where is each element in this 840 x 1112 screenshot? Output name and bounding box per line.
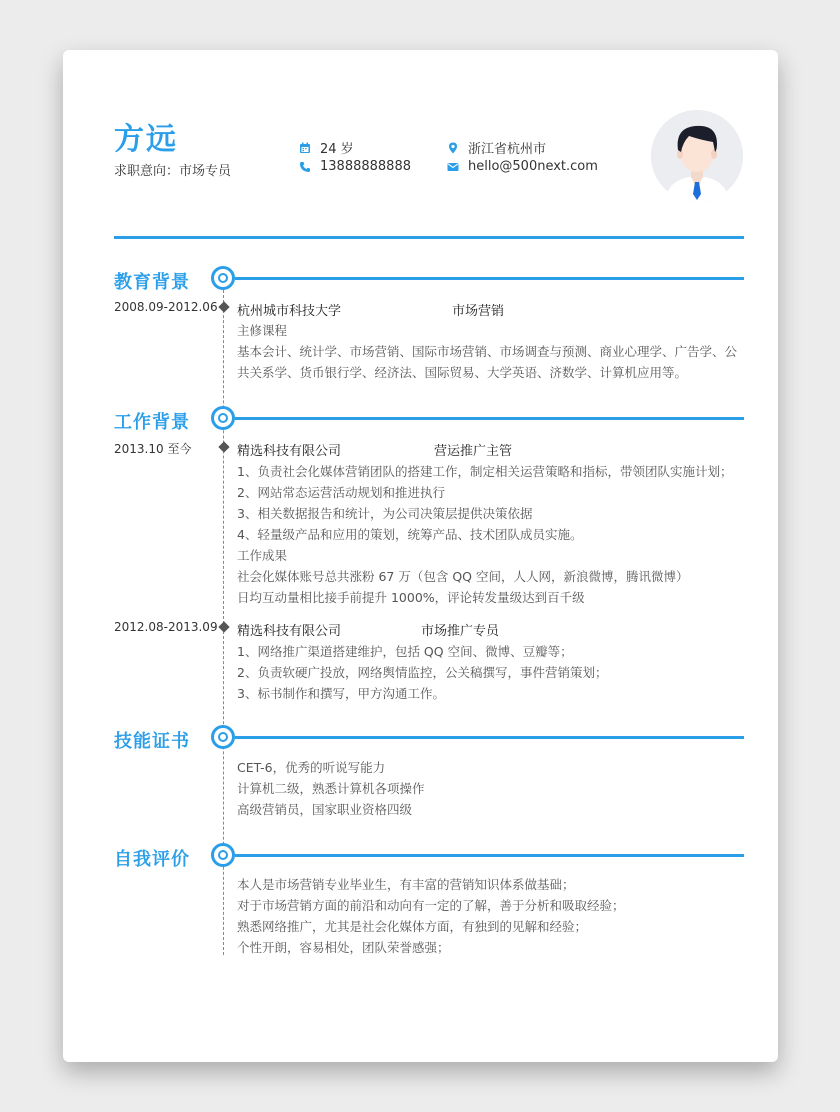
skill-line: CET-6，优秀的听说写能力	[237, 760, 386, 775]
education-line: 共关系学、货币银行学、经济法、国际贸易、大学英语、济数学、计算机应用等。	[237, 365, 688, 380]
job-line: 4、轻量级产品和应用的策划，统筹产品、技术团队成员实施。	[237, 527, 583, 542]
job-date: 2012.08-2013.09	[114, 620, 218, 634]
job-line: 日均互动量相比接手前提升 1000%，评论转发量级达到百千级	[237, 590, 585, 605]
job-role: 营运推广主管	[434, 444, 513, 459]
job-intent: 求职意向：市场专员	[114, 164, 232, 179]
phone-value: 13888888888	[320, 159, 411, 174]
timeline-diamond-icon	[218, 621, 229, 632]
resume-page	[63, 50, 778, 1062]
self-line: 对于市场营销方面的前沿和动向有一定的了解，善于分析和吸取经验；	[237, 898, 625, 913]
section-marker-icon	[211, 406, 235, 430]
timeline-diamond-icon	[218, 301, 229, 312]
job-line: 1、网络推广渠道搭建维护，包括 QQ 空间、微博、豆瓣等；	[237, 644, 573, 659]
header-divider	[114, 236, 744, 239]
job-company: 精选科技有限公司	[237, 444, 342, 459]
self-line: 个性开朗，容易相处，团队荣誉感强；	[237, 940, 450, 955]
job-line: 2、负责软硬广投放，网络舆情监控，公关稿撰写，事件营销策划；	[237, 665, 608, 680]
section-marker-icon	[211, 843, 235, 867]
self-line: 本人是市场营销专业毕业生，有丰富的营销知识体系做基础；	[237, 877, 575, 892]
email-info	[447, 159, 598, 174]
section-divider	[235, 277, 744, 280]
timeline-diamond-icon	[218, 441, 229, 452]
section-title-work: 工作背景	[114, 412, 190, 433]
education-date: 2008.09-2012.06	[114, 300, 218, 314]
phone-icon	[299, 161, 311, 173]
section-title-skills: 技能证书	[114, 731, 190, 752]
skill-line: 计算机二级，熟悉计算机各项操作	[237, 781, 425, 796]
job-line: 3、相关数据报告和统计，为公司决策层提供决策依据	[237, 506, 533, 521]
avatar-illustration	[651, 110, 743, 202]
location-info	[447, 138, 546, 157]
section-title-education: 教育背景	[114, 272, 190, 293]
job-line: 3、标书制作和撰写，甲方沟通工作。	[237, 686, 445, 701]
job-line: 2、网站常态运营活动规划和推进执行	[237, 485, 445, 500]
avatar	[651, 110, 743, 202]
section-title-self: 自我评价	[114, 849, 190, 870]
location-value: 浙江省杭州市	[468, 142, 547, 157]
candidate-name: 方远	[114, 122, 178, 157]
school-name: 杭州城市科技大学	[237, 304, 342, 319]
section-marker-icon	[211, 266, 235, 290]
calendar-icon	[299, 142, 311, 154]
job-company: 精选科技有限公司	[237, 624, 342, 639]
education-line: 基本会计、统计学、市场营销、国际市场营销、市场调查与预测、商业心理学、广告学、公	[237, 344, 738, 359]
job-date: 2013.10 至今	[114, 442, 192, 456]
job-line: 工作成果	[237, 548, 288, 563]
section-divider	[235, 736, 744, 739]
age-value: 24 岁	[320, 142, 354, 157]
job-line: 社会化媒体账号总共涨粉 67 万（包含 QQ 空间，人人网，新浪微博，腾讯微博）	[237, 569, 689, 584]
section-marker-icon	[211, 725, 235, 749]
skill-line: 高级营销员，国家职业资格四级	[237, 802, 413, 817]
job-role: 市场推广专员	[421, 624, 500, 639]
email-value: hello@500next.com	[468, 159, 598, 174]
age-info	[299, 138, 354, 157]
job-line: 1、负责社会化媒体营销团队的搭建工作，制定相关运营策略和指标，带领团队实施计划；	[237, 464, 733, 479]
section-divider	[235, 854, 744, 857]
education-line: 主修课程	[237, 323, 288, 338]
major-name: 市场营销	[452, 304, 505, 319]
email-icon	[447, 161, 459, 173]
self-line: 熟悉网络推广，尤其是社会化媒体方面，有独到的见解和经验；	[237, 919, 588, 934]
location-pin-icon	[447, 142, 459, 154]
phone-info	[299, 159, 411, 174]
section-divider	[235, 417, 744, 420]
